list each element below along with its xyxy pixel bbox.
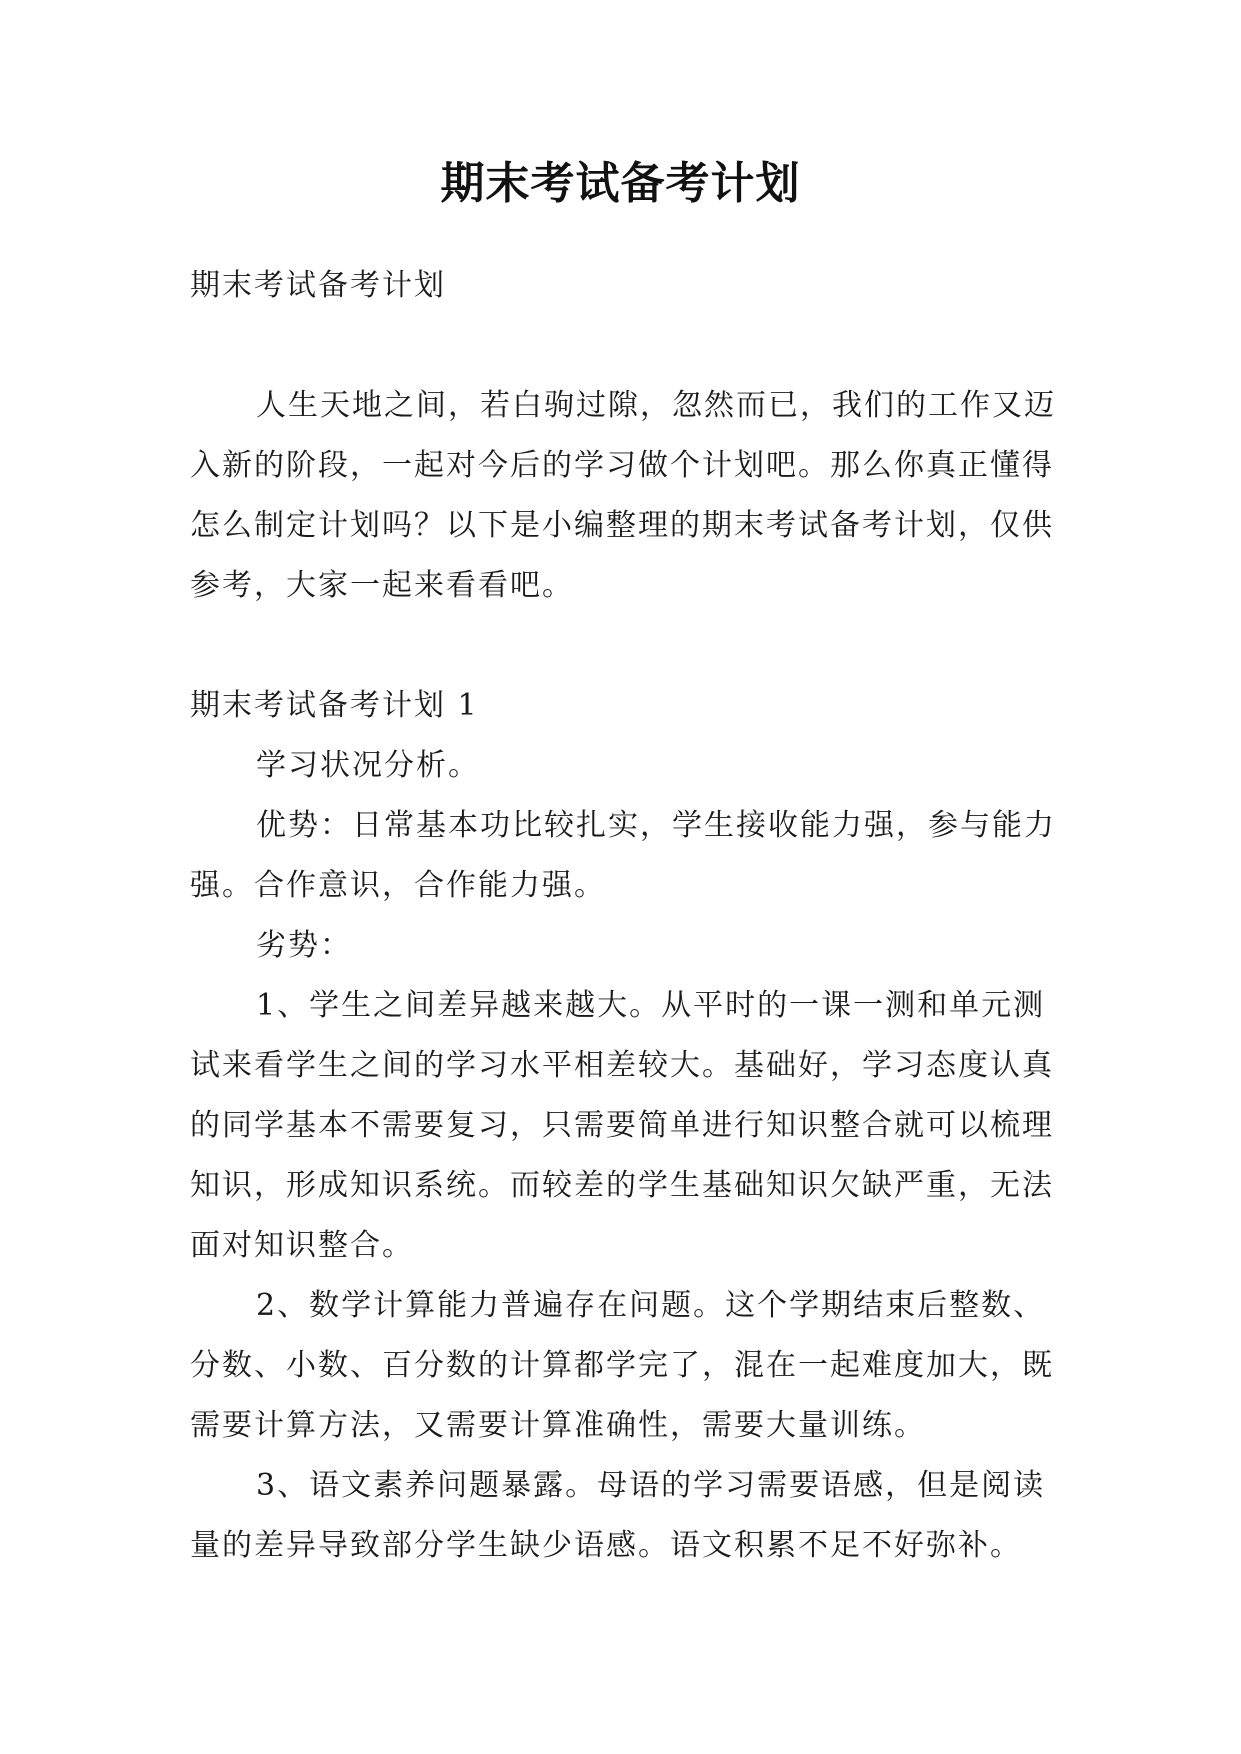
section-paragraph-weaknesses: 劣势：	[256, 928, 352, 963]
document-body	[190, 256, 1070, 1576]
section-paragraph-point-3: 3、语文素养问题暴露。母语的学习需要语感，但是阅读量的差异导致部分学生缺少语感。语文积累不足不好弥补。	[190, 1468, 1046, 1563]
section-paragraph-point-2: 2、数学计算能力普遍存在问题。这个学期结束后整数、分数、小数、百分数的计算都学完了，混在一起难度加大，既需要计算方法，又需要计算准确性，需要大量训练。	[190, 1288, 1054, 1443]
document-title: 期末考试备考计划	[440, 158, 801, 209]
document-subtitle: 期末考试备考计划	[190, 268, 446, 303]
section-heading: 期末考试备考计划 1	[190, 688, 479, 723]
section-paragraph-analysis: 学习状况分析。	[256, 748, 480, 783]
section-paragraph-point-1: 1、学生之间差异越来越大。从平时的一课一测和单元测试来看学生之间的学习水平相差较大。基础好，学习态度认真的同学基本不需要复习，只需要简单进行知识整合就可以梳理知识，形成知识系统。而较差的学生基础知识欠缺严重，无法面对知识整合。	[190, 988, 1054, 1263]
intro-paragraph: 人生天地之间，若白驹过隙，忽然而已，我们的工作又迈入新的阶段，一起对今后的学习做个计划吧。那么你真正懂得怎么制定计划吗？以下是小编整理的期末考试备考计划，仅供参考，大家一起来看看吧。	[190, 388, 1056, 603]
section-paragraph-strengths: 优势：日常基本功比较扎实，学生接收能力强，参与能力强。合作意识，合作能力强。	[190, 808, 1056, 903]
